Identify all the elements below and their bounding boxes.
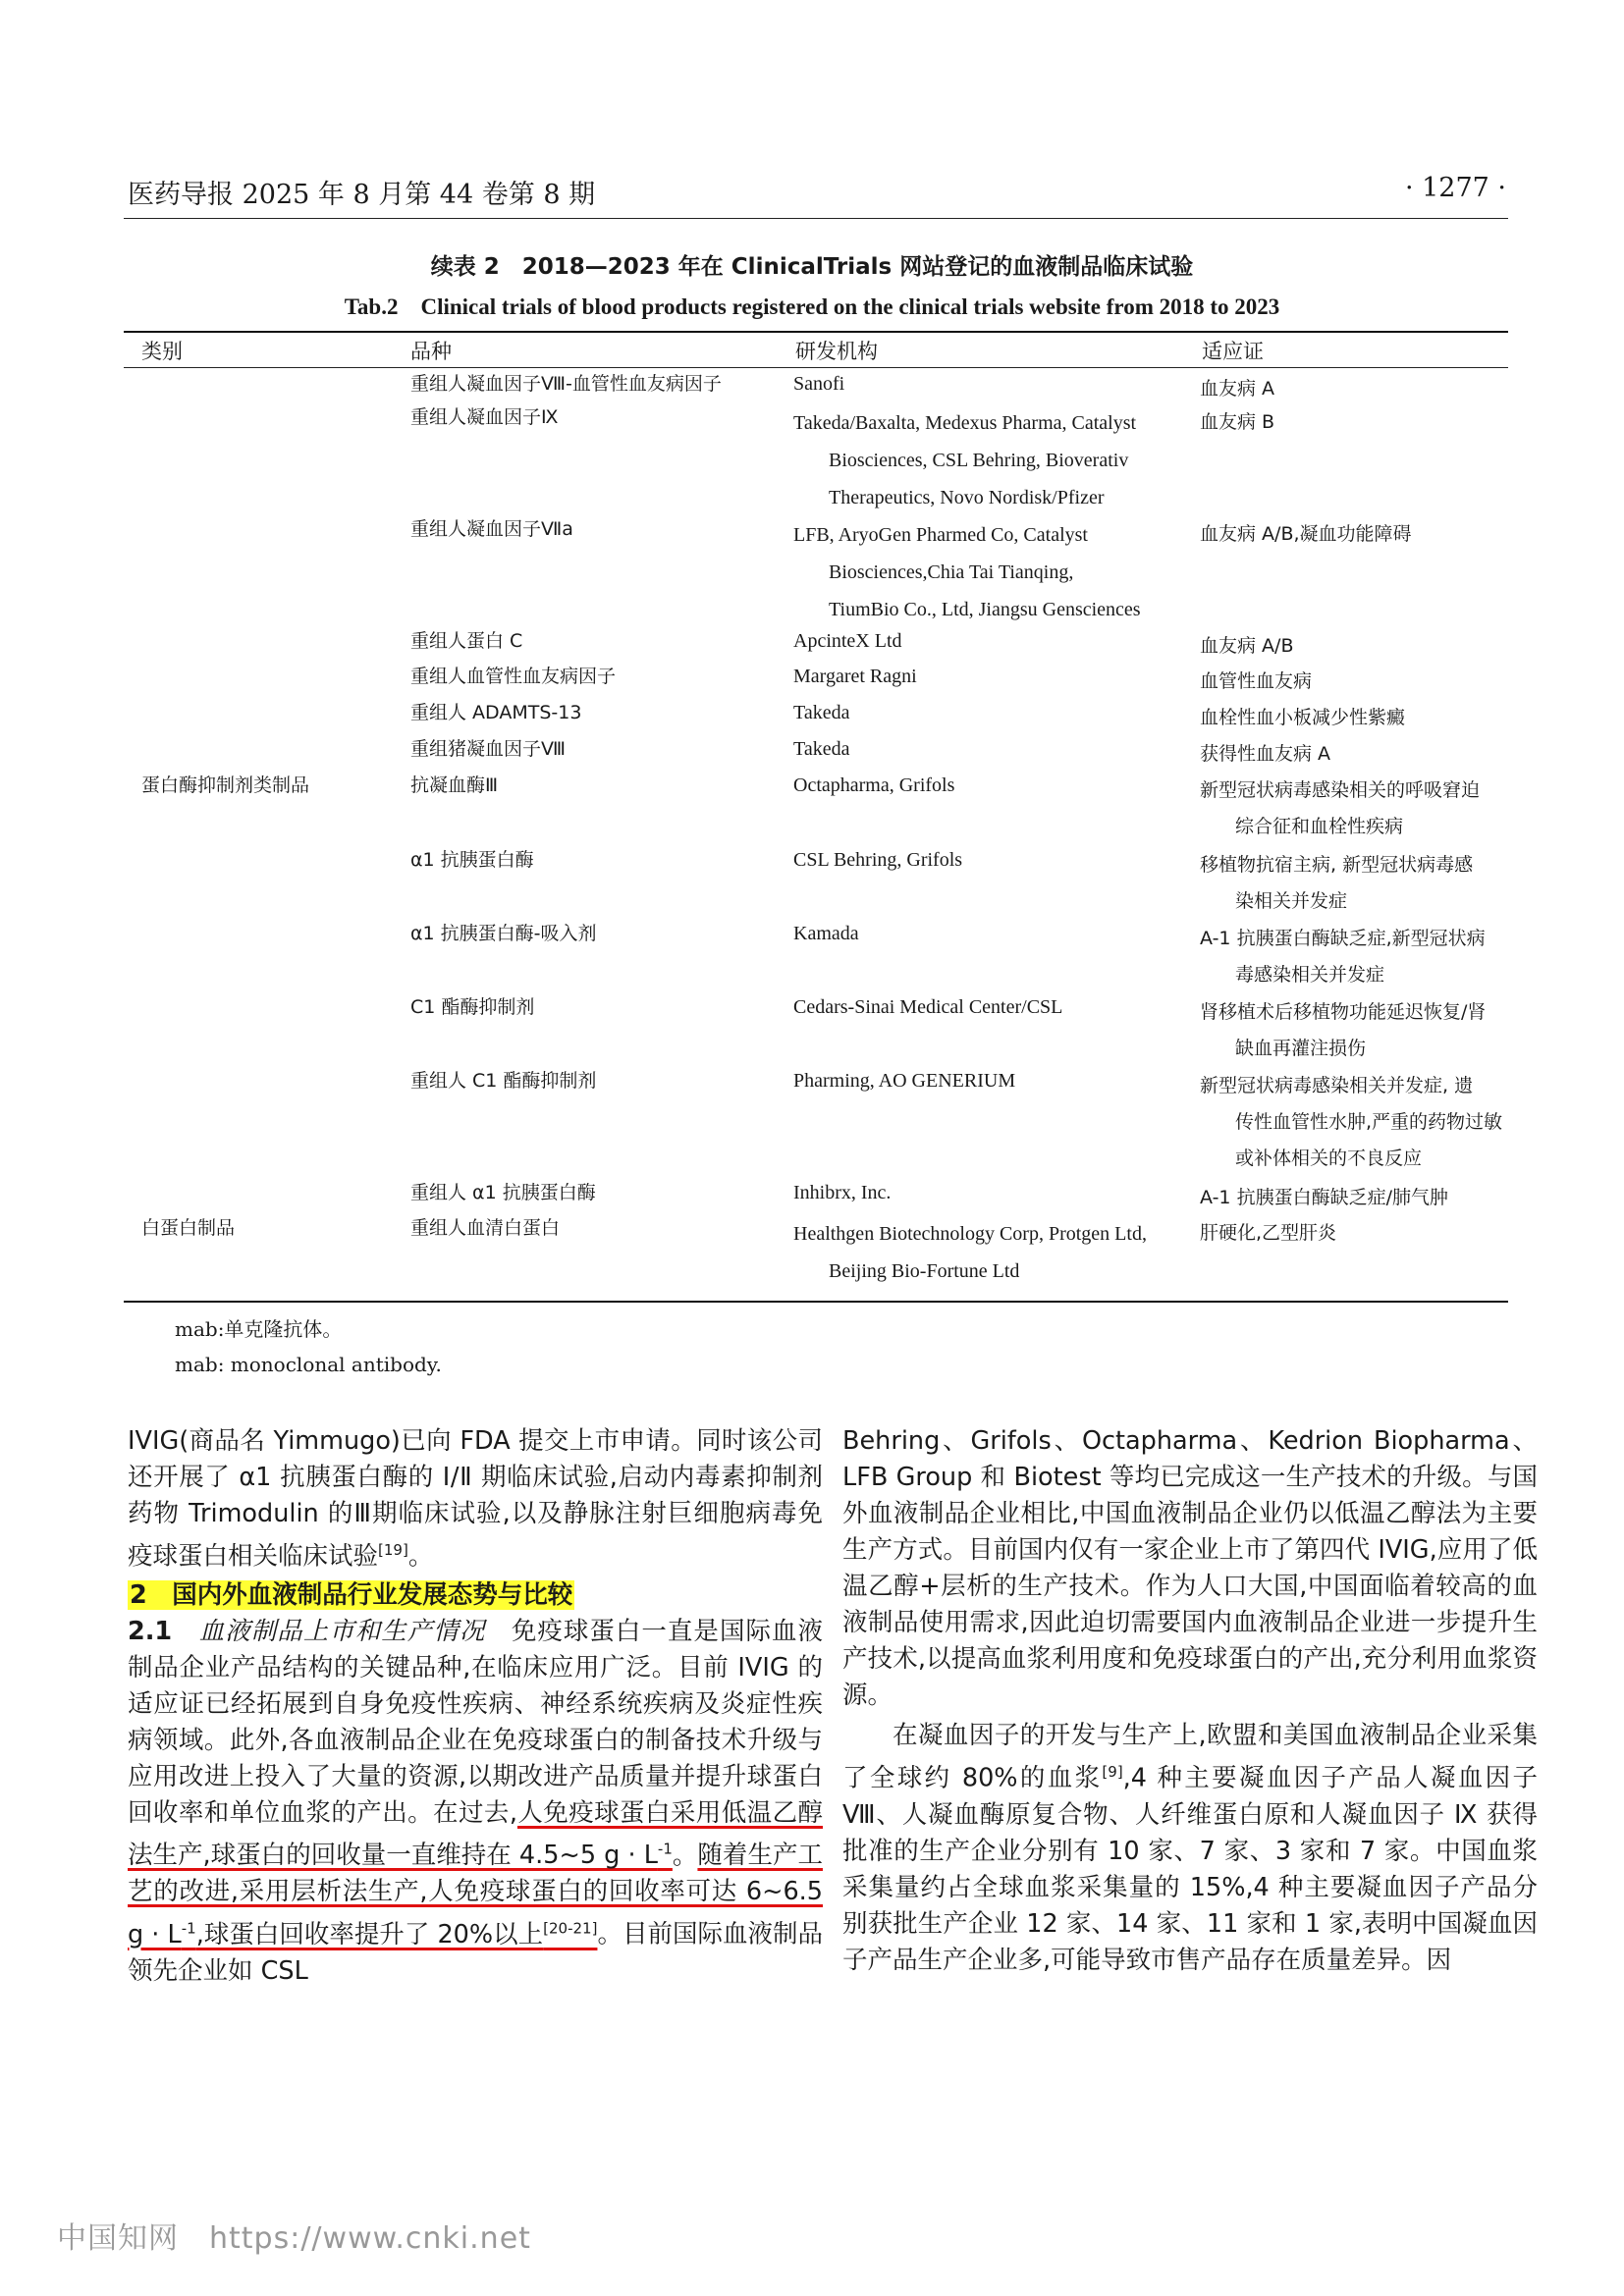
table-cell-indication: A-1 抗胰蛋白酶缺乏症,新型冠状病 毒感染相关并发症 <box>1200 928 1486 986</box>
table-cell-org: Pharming, AO GENERIUM <box>793 1070 1016 1092</box>
table-cell-product: 重组人凝血因子Ⅷ-血管性血友病因子 <box>410 373 722 395</box>
table-cell-indication: 获得性血友病 A <box>1200 743 1331 765</box>
table-cell-product: 重组人血清白蛋白 <box>410 1217 561 1239</box>
table-note-zh: mab:单克隆抗体。 <box>175 1317 343 1341</box>
table-cell-indication: 新型冠状病毒感染相关的呼吸窘迫 综合征和血栓性疾病 <box>1200 779 1481 837</box>
table-caption-en: Tab.2 Clinical trials of blood products registered on the clinical trials website from 2018 to 2023 <box>344 294 1280 319</box>
table-cell-org: Healthgen Biotechnology Corp, Protgen Ltd, Beijing Bio-Fortune Ltd <box>793 1223 1147 1282</box>
table-cell-category: 白蛋白制品 <box>141 1217 236 1239</box>
table-cell-product: 重组人 α1 抗胰蛋白酶 <box>410 1182 596 1203</box>
table-cell-org: Cedars-Sinai Medical Center/CSL <box>793 996 1063 1018</box>
table-cell-org: LFB, AryoGen Pharmed Co, Catalyst Biosciences,Chia Tai Tianqing, TiumBio Co., Ltd, Jiangsu Gensciences <box>793 524 1141 620</box>
right-paragraph-1: Behring、Grifols、Octapharma、Kedrion Biopharma、LFB Group 和 Biotest 等均已完成这一生产技术的升级。与国外血液制品企业相比,中国血液制品企业仍以低温乙醇法为主要生产方式。目前国内仅有一家企业上市了第四代 IVIG,应用了低温乙醇+层析的生产技术。作为人口大国,中国面临着较高的血液制品使用需求,因此迫切需要国内血液制品企业进一步提升生产技术,以提高血浆利用度和免疫球蛋白的产出,充分利用血浆资源。 <box>842 1426 1538 1710</box>
page-number: · 1277 · <box>1404 173 1506 203</box>
table-cell-org: Inhibrx, Inc. <box>793 1182 892 1203</box>
table-cell-product: 抗凝血酶Ⅲ <box>410 774 499 796</box>
underlined-claim-1: 人免疫球蛋白采用低温乙醇法生产,球蛋白的回收量一直维持在 4.5~5 $g \cdot L^{-1}$ <box>128 1797 823 1870</box>
table-cell-org: Margaret Ragni <box>793 666 917 687</box>
table-header-category: 类别 <box>141 340 183 363</box>
table-cell-indication: 血友病 A <box>1200 378 1275 400</box>
table-cell-product: 重组猪凝血因子Ⅷ <box>410 738 567 760</box>
table-cell-org: Kamada <box>793 923 859 944</box>
table-cell-org: CSL Behring, Grifols <box>793 849 963 871</box>
left-paragraph-2: 2.1 血液制品上市和生产情况 免疫球蛋白一直是国际血液制品企业产品结构的关键品种,在临床应用广泛。目前 IVIG 的适应证已经拓展到自身免疫性疾病、神经系统疾病及炎症性疾病领域。此外,各血液制品企业在免疫球蛋白的制备技术升级与应用改进上投入了大量的资源,以期改进产品质量并提升球蛋白回收率和单位血浆的产出。在过去,人免疫球蛋白采用低温乙醇法生产,球蛋白的回收量一直维持在 4.5~5 $g \cdot L^{-1}$。随着生产工艺的改进,采用层析法生产,人免疫球蛋白的回收率可达 6~6.5 $g \cdot L^{-1}$,球蛋白回收率提升了 20%以上[20-21]。目前国际血液制品领先企业如 CSL <box>128 1616 823 1986</box>
right-paragraph-2: 在凝血因子的开发与生产上,欧盟和美国血液制品企业采集了全球约 80%的血浆[9],4 种主要凝血因子产品人凝血因子Ⅷ、人凝血酶原复合物、人纤维蛋白原和人凝血因子 Ⅸ 获得批准的生产企业分别有 10 家、7 家、3 家和 7 家。中国血浆采集量约占全球血浆采集量的 15%,4 种主要凝血因子产品分别获批生产企业 12 家、14 家、11 家和 1 家,表明中国凝血因子产品生产企业多,可能导致市售产品存在质量差异。因 <box>842 1721 1538 1975</box>
section-heading: 2 国内外血液制品行业发展态势与比较 <box>130 1579 573 1610</box>
table-cell-org: Takeda <box>793 738 850 760</box>
table-cell-indication: 血友病 A/B <box>1200 635 1294 657</box>
right-column <box>842 1423 1538 1979</box>
table-cell-product: α1 抗胰蛋白酶-吸入剂 <box>410 923 597 944</box>
table-cell-indication: 肾移植术后移植物功能延迟恢复/肾 缺血再灌注损伤 <box>1200 1001 1487 1059</box>
table-cell-indication: 血管性血友病 <box>1200 670 1313 692</box>
underlined-claim-2: 随着生产工艺的改进,采用层析法生产,人免疫球蛋白的回收率可达 6~6.5 $g \cdot L^{-1}$,球蛋白回收率提升了 20%以上[20-21] <box>128 1841 823 1949</box>
table-header-rule <box>124 367 1508 368</box>
table-bottom-rule <box>124 1301 1508 1303</box>
table-note-en: mab: monoclonal antibody. <box>175 1353 442 1376</box>
left-column <box>128 1423 823 1990</box>
table-cell-indication: A-1 抗胰蛋白酶缺乏症/肺气肿 <box>1200 1187 1448 1208</box>
table-cell-product: 重组人凝血因子Ⅸ <box>410 406 559 428</box>
cnki-watermark: 中国知网 https://www.cnki.net <box>57 2221 531 2256</box>
table-cell-product: 重组人血管性血友病因子 <box>410 666 617 687</box>
table-cell-indication: 肝硬化,乙型肝炎 <box>1200 1222 1337 1244</box>
table-cell-org: ApcinteX Ltd <box>793 630 902 652</box>
table-cell-indication: 血友病 A/B,凝血功能障碍 <box>1200 523 1412 545</box>
table-caption-zh: 续表 2 2018—2023 年在 ClinicalTrials 网站登记的血液制品临床试验 <box>430 254 1194 280</box>
table-cell-org: Sanofi <box>793 373 845 395</box>
left-paragraph-1: IVIG(商品名 Yimmugo)已向 FDA 提交上市申请。同时该公司还开展了 α1 抗胰蛋白酶的 Ⅰ/Ⅱ 期临床试验,启动内毒素抑制剂药物 Trimodulin 的Ⅲ期临床试验,以及静脉注射巨细胞病毒免疫球蛋白相关临床试验[19]。 <box>128 1426 823 1572</box>
table-header-org: 研发机构 <box>795 340 878 363</box>
table-cell-org: Takeda/Baxalta, Medexus Pharma, Catalyst Biosciences, CSL Behring, Bioverativ Therapeutics, Novo Nordisk/Pfizer <box>793 412 1137 508</box>
table-cell-product: 重组人蛋白 C <box>410 630 523 652</box>
table-cell-category: 蛋白酶抑制剂类制品 <box>141 774 310 796</box>
table-cell-product: 重组人 ADAMTS-13 <box>410 702 582 723</box>
journal-header: 医药导报 2025 年 8 月第 44 卷第 8 期 <box>128 180 596 210</box>
table-cell-indication: 新型冠状病毒感染相关并发症, 遗 传性血管性水肿,严重的药物过敏 或补体相关的不良反应 <box>1200 1075 1503 1169</box>
table-cell-product: 重组人 C1 酯酶抑制剂 <box>410 1070 597 1092</box>
table-cell-indication: 移植物抗宿主病, 新型冠状病毒感 染相关并发症 <box>1200 854 1474 912</box>
table-cell-org: Takeda <box>793 702 850 723</box>
table-cell-product: C1 酯酶抑制剂 <box>410 996 535 1018</box>
table-header-indication: 适应证 <box>1202 340 1264 363</box>
table-cell-product: α1 抗胰蛋白酶 <box>410 849 534 871</box>
table-cell-indication: 血友病 B <box>1200 411 1275 433</box>
table-cell-indication: 血栓性血小板减少性紫癜 <box>1200 707 1406 728</box>
table-header-product: 品种 <box>410 340 452 363</box>
table-top-rule <box>124 331 1508 333</box>
table-cell-product: 重组人凝血因子Ⅶa <box>410 518 573 540</box>
table-cell-org: Octapharma, Grifols <box>793 774 955 796</box>
header-rule <box>124 218 1508 219</box>
